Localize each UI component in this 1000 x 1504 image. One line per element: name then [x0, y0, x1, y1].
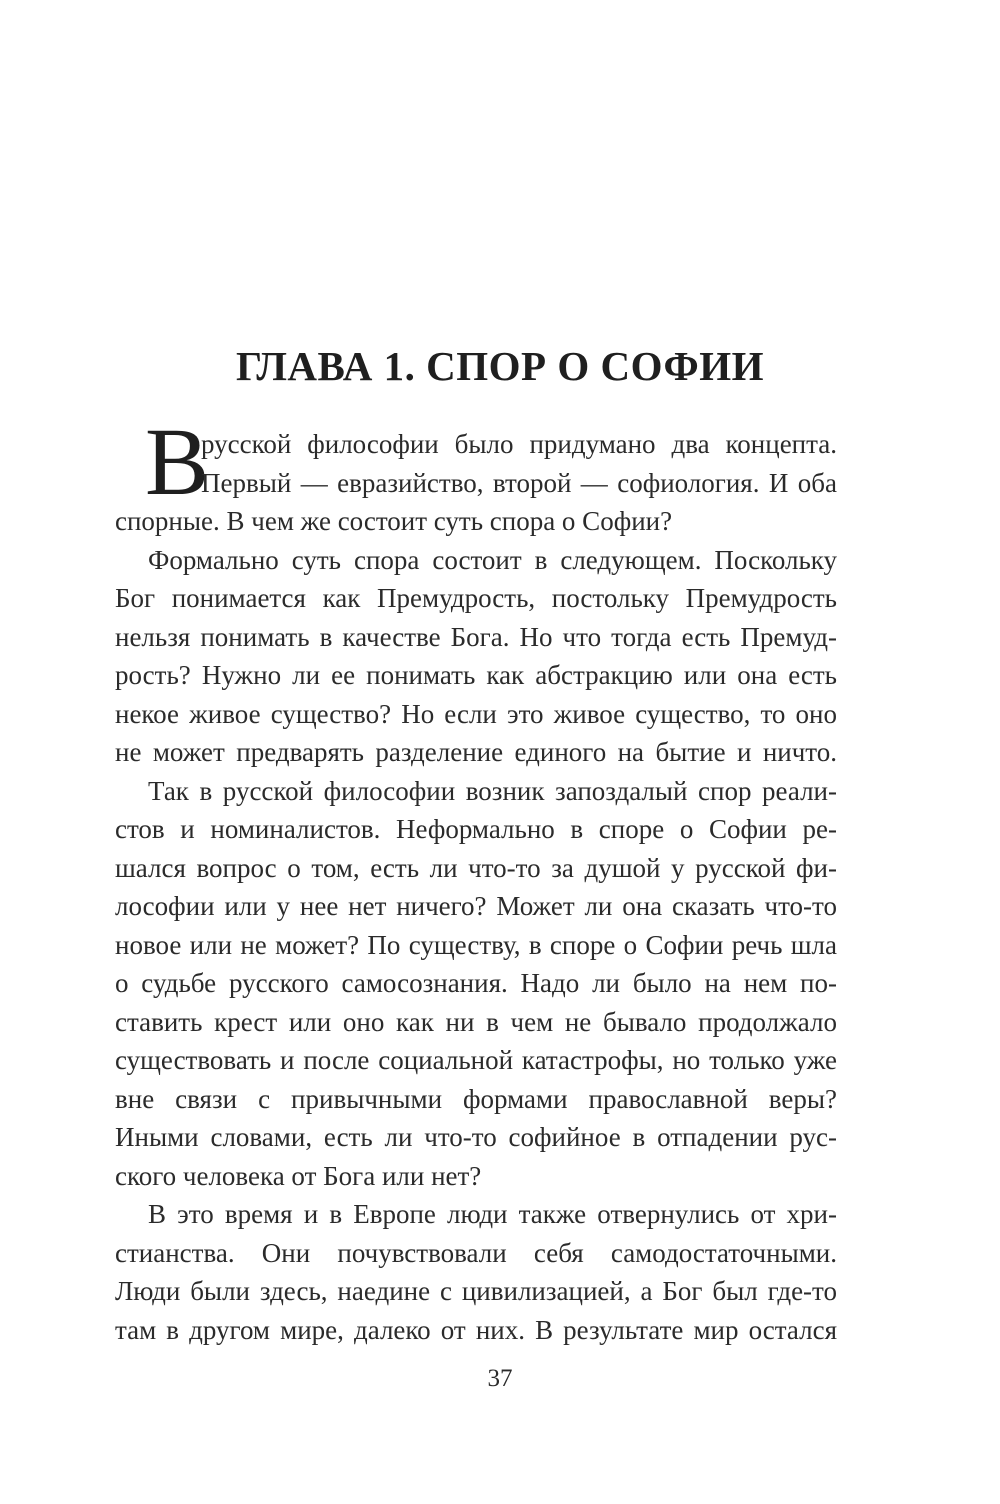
paragraph-3-line: существовать и после социальной катастрофы, но только уже: [115, 1045, 837, 1075]
paragraph-3-line: о судьбе русского самосознания. Надо ли было на нем по-: [115, 968, 837, 998]
paragraph-1-line-1: русской философии было придумано два концепта.: [201, 429, 837, 459]
body-text: [115, 502, 837, 1349]
paragraph-3-line: стов и номиналистов. Неформально в споре о Софии ре-: [115, 814, 837, 844]
page-number: 37: [487, 1365, 513, 1392]
paragraph-2-line: некое живое существо? Но если это живое существо, то оно: [115, 698, 837, 729]
paragraph-3-line: лософии или у нее нет ничего? Может ли она сказать что-то: [115, 891, 837, 921]
paragraph-2-line: не может предварять разделение единого на бытие и ничто.: [115, 737, 837, 767]
paragraph-4-line: стианства. Они почувствовали себя самодостаточными.: [115, 1237, 837, 1268]
paragraph-4-line: Люди были здесь, наедине с цивилизацией, а Бог был где-то: [115, 1276, 837, 1306]
paragraph-2-line: нельзя понимать в качестве Бога. Но что тогда есть Премуд-: [115, 621, 837, 652]
paragraph-4-line: там в другом мире, далеко от них. В результате мир остался: [115, 1314, 837, 1345]
paragraph-4-line: В это время и в Европе люди также отвернулись от хри-: [148, 1199, 837, 1229]
paragraph-3-line: ставить крест или оно как ни в чем не бывало продолжало: [115, 1006, 837, 1037]
paragraph-3-line: новое или не может? По существу, в споре о Софии речь шла: [115, 929, 837, 960]
chapter-title: ГЛАВА 1. СПОР О СОФИИ: [235, 343, 764, 389]
paragraph-1-line-2: Первый — евразийство, второй — софиология. И оба: [201, 467, 837, 498]
paragraph-3-line: Так в русской философии возник запоздалый спор реали-: [148, 775, 837, 806]
paragraph-3-line: вне связи с привычными формами православной веры?: [115, 1083, 837, 1114]
paragraph-2-line: Бог понимается как Премудрость, постольку Премудрость: [115, 583, 837, 613]
paragraph-2-line: рость? Нужно ли ее понимать как абстракцию или она есть: [115, 660, 837, 690]
paragraph-3-line: Иными словами, есть ли что-то софийное в отпадении рус-: [115, 1122, 837, 1152]
paragraph-3-line: ского человека от Бога или нет?: [115, 1160, 482, 1191]
paragraph-3-line: шался вопрос о том, есть ли что-то за душой у русской фи-: [115, 852, 837, 883]
drop-cap-letter: В: [145, 408, 210, 515]
paragraph-1-line-3: спорные. В чем же состоит суть спора о Софии?: [115, 506, 673, 536]
paragraph-2-line: Формально суть спора состоит в следующем. Поскольку: [148, 544, 837, 575]
